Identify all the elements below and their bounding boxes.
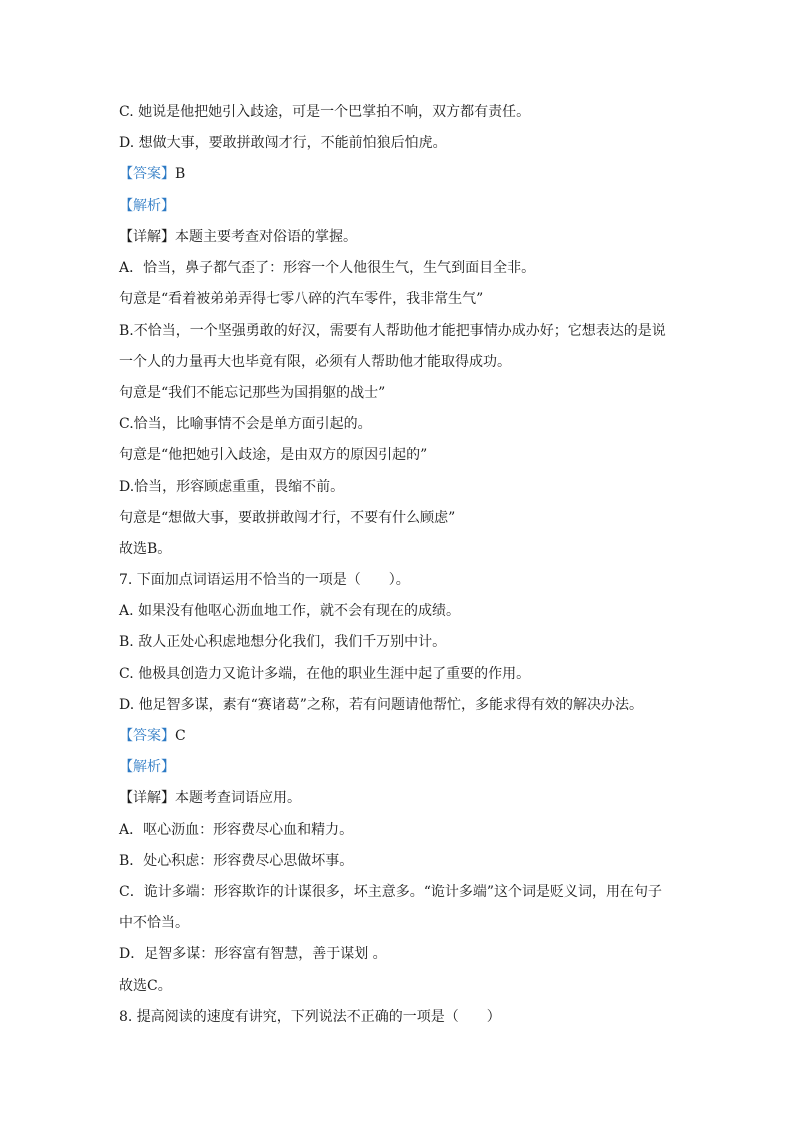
conclusion-line: 故选C。 — [119, 978, 172, 994]
answer-line — [119, 164, 679, 184]
answer-line — [119, 726, 679, 746]
answer-value: B — [175, 166, 186, 182]
question-7-option-a: A. 如果没有他呕心沥血地工作，就不会有现在的成绩。 — [119, 603, 461, 619]
question-7-option-d: D. 他足智多谋，素有“赛诸葛”之称，若有问题请他帮忙，多能求得有效的解决办法。 — [119, 697, 643, 713]
answer-tag: 【答案】 — [119, 166, 175, 182]
detail-line: 【详解】本题考查词语应用。 — [119, 790, 301, 806]
question-7-option-c: C. 他极具创造力又诡计多端，在他的职业生涯中起了重要的作用。 — [119, 666, 531, 682]
explanation-line: B．处心积虑：形容费尽心思做坏事。 — [119, 853, 354, 869]
explanation-line: 一个人的力量再大也毕竟有限，必须有人帮助他才能取得成功。 — [119, 354, 511, 370]
answer-tag: 【答案】 — [119, 728, 175, 744]
option-d-line: D. 想做大事，要敢拼敢闯才行，不能前怕狼后怕虎。 — [119, 135, 447, 151]
detail-line: 【详解】本题主要考查对俗语的掌握。 — [119, 229, 357, 245]
explanation-line: 句意是“他把她引入歧途，是由双方的原因引起的” — [119, 447, 428, 463]
explanation-line: 句意是“想做大事，要敢拼敢闯才行，不要有什么顾虑” — [119, 510, 456, 526]
analysis-tag: 【解析】 — [119, 198, 175, 214]
answer-value: C — [175, 728, 186, 744]
explanation-line: 句意是“看着被弟弟弄得七零八碎的汽车零件，我非常生气” — [119, 291, 484, 307]
option-c-line: C. 她说是他把她引入歧途，可是一个巴掌拍不响，双方都有责任。 — [119, 104, 531, 120]
explanation-line: C.恰当，比喻事情不会是单方面引起的。 — [119, 416, 372, 432]
question-7-option-b: B. 敌人正处心积虑地想分化我们，我们千万别中计。 — [119, 634, 447, 650]
question-8-title: 8. 提高阅读的速度有讲究，下列说法不正确的一项是（ ） — [119, 1009, 501, 1025]
analysis-heading — [119, 196, 679, 216]
explanation-line: A．呕心沥血：形容费尽心血和精力。 — [119, 822, 354, 838]
analysis-tag: 【解析】 — [119, 759, 175, 775]
explanation-line: 中不恰当。 — [119, 915, 189, 931]
explanation-line: B.不恰当，一个坚强勇敢的好汉，需要有人帮助他才能把事情办成办好；它想表达的是说 — [119, 323, 666, 339]
conclusion-line: 故选B。 — [119, 541, 172, 557]
explanation-line: D.恰当，形容顾虑重重，畏缩不前。 — [119, 479, 345, 495]
explanation-line: A．恰当，鼻子都气歪了：形容一个人他很生气，生气到面目全非。 — [119, 260, 536, 276]
question-7-title: 7. 下面加点词语运用不恰当的一项是（ ）。 — [119, 572, 410, 588]
explanation-line: 句意是“我们不能忘记那些为国捐躯的战士” — [119, 385, 386, 401]
explanation-line: C．诡计多端：形容欺诈的计谋很多，坏主意多。“诡计多端”这个词是贬义词，用在句子 — [119, 884, 663, 900]
analysis-heading — [119, 757, 679, 777]
explanation-line: D．足智多谋：形容富有智慧，善于谋划 。 — [119, 946, 387, 962]
